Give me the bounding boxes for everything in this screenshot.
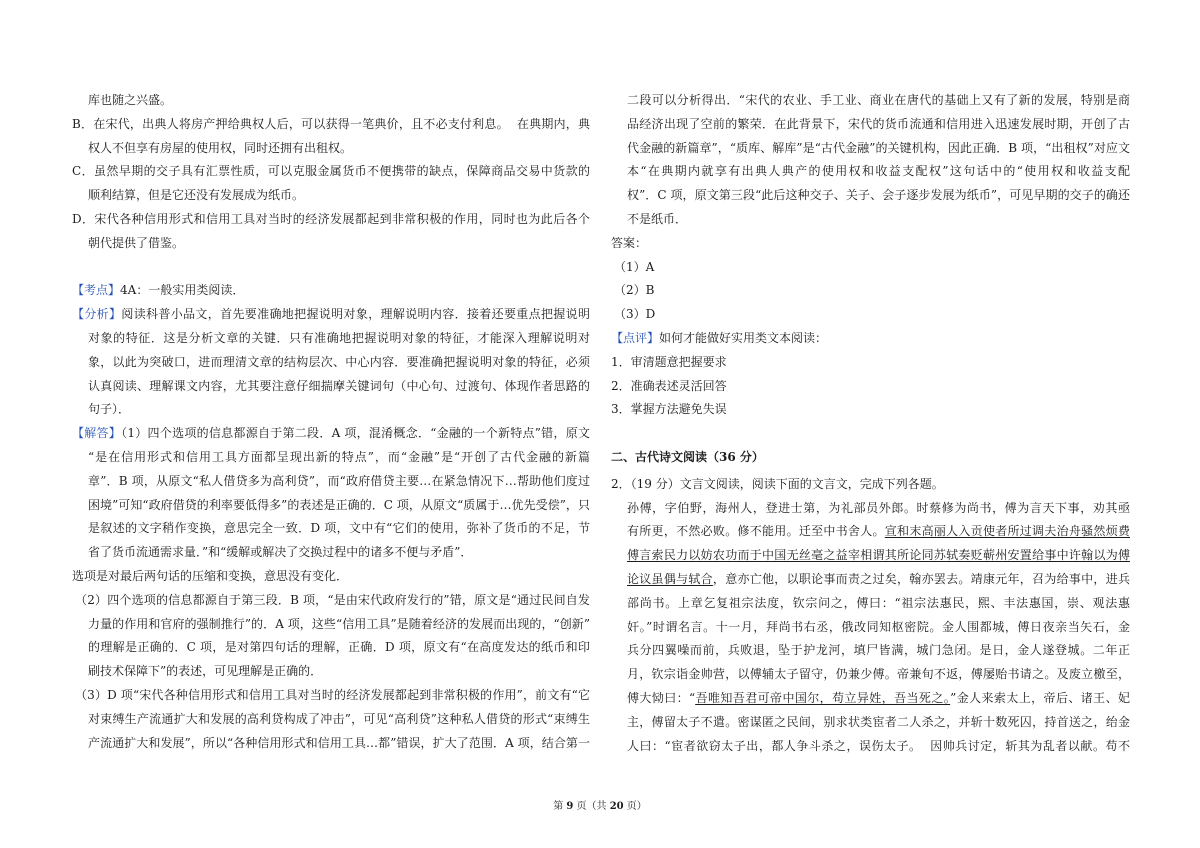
jieda-continued-line: 本“在典期内就享有出典人典产的使用权和收益支配权”这句话中的“使用权和收益支配: [627, 164, 1130, 179]
option-d-line: D．宋代各种信用形式和信用工具对当时的经济发展都起到非常积极的作用，同时也为此后各个: [72, 211, 590, 226]
option-a-tail: 库也随之兴盛。: [88, 93, 173, 107]
fenxi-line: 对象的特征．这是分析文章的关键．只有准确地把握说明对象的特征，才能深入理解说明对: [88, 330, 590, 345]
page-total: 20: [609, 801, 624, 812]
jieda-line: [72, 422, 590, 446]
passage-line: 人曰：“宦者欲窃太子出，都人争斗杀之，误伤太子。 因帅兵讨定，斩其为乱者以献。苟不: [627, 738, 1130, 753]
answer-item: （2）B: [614, 283, 655, 298]
dianping-label: 【点评】: [611, 330, 660, 345]
passage-line: [611, 687, 1130, 711]
passage-line: [611, 544, 1130, 568]
option-b-line: B．在宋代，出典人将房产押给典权人后，可以获得一笔典价，且不必支付利息。 在典期内，典: [72, 116, 590, 131]
blank-line: [611, 422, 1130, 446]
answer-heading: 答案：: [611, 235, 648, 250]
answer-item: （3）D: [614, 307, 656, 322]
fenxi-line: 象，以此为突破口，进而理清文章的结构层次、中心内容．要准确把握说明对象的特征，必须: [88, 354, 590, 369]
fenxi-line: 认真阅读、理解课文内容，尤其要注意仔细揣摩关键词句（中心句、过渡句、体现作者思路的: [88, 378, 590, 393]
fenxi-text: 阅读科普小品文，首先要准确地把握说明对象，理解说明内容．接着还要重点把握说明: [121, 307, 590, 322]
kaodian-text: 4A：一般实用类阅读．: [120, 283, 245, 298]
passage-line: 兵分四翼噪而前，兵败退，坠于护龙河，填尸皆满，城门急闭。是日，金人遂登城。二年正: [627, 643, 1130, 658]
dianping-text: 如何才能做好实用类文本阅读：: [659, 330, 828, 345]
option-c-line: C．虽然早期的交子具有汇票性质，可以克服金属货币不便携带的缺点，保障商品交易中货款的: [72, 164, 590, 179]
jieda-continued-line: 代金融的新篇章”，“质库、解库”是“古代金融”的关键机构，因此正确．B 项，“出租权”对应文: [627, 140, 1130, 155]
jieda-line: 困境”可知“政府借贷的利率要低得多”的表述是正确的．C 项，从原文“质属于…优先受偿”，只: [88, 497, 590, 512]
jieda-part2-line: 力量的作用和官府的强制推行”的．A 项，这些“信用工具”是随着经济的发展而出现的，“创新”: [88, 616, 590, 631]
passage-line: 主，傅留太子不遣。密谋匿之民间，别求状类宦者二人杀之，并斩十数死囚，持首送之，绐金: [627, 714, 1130, 729]
footer-suffix: 页）: [623, 801, 647, 812]
passage-line: 奸。”时谓名言。十一月，拜尚书右丞，俄改同知枢密院。金人围都城，傅日夜亲当矢石，金: [627, 619, 1130, 634]
underlined-sentence: 傅言索民力以妨农功而于中国无丝毫之益宰相谓其所论同苏轼奏贬蕲州安置给事中许翰以为傅: [627, 548, 1130, 563]
page-footer: [0, 800, 1200, 814]
jieda-line: 章”．B 项，从原文“私人借贷多为高利贷”，而“政府借贷主要…在紧急情况下…帮助他们度过: [88, 473, 590, 488]
passage-line: [611, 520, 1130, 544]
jieda-label: 【解答】: [72, 426, 122, 441]
footer-middle: 页（共: [573, 801, 610, 812]
right-column: [611, 89, 1130, 758]
dianping-line: [611, 327, 1130, 351]
jieda-continued-line: 品经济出现了空前的繁荣．在此背景下，宋代的货币流通和信用进入迅速发展时期，开创了古: [627, 116, 1130, 131]
answer-item: （1）A: [614, 259, 655, 274]
jieda-line: 选项是对最后两句话的压缩和变换，意思没有变化．: [72, 568, 349, 583]
passage-text: ，意亦亡他，以职论事而责之过矣，翰亦罢去。靖康元年，召为给事中，进兵: [712, 571, 1130, 586]
fenxi-label: 【分析】: [72, 307, 122, 322]
fenxi-line: [72, 303, 590, 327]
passage-line: [611, 568, 1130, 592]
tip-item: 3．掌握方法避免失误: [611, 402, 727, 417]
underlined-sentence: 宣和末高丽人入贡使者所过调夫治舟骚然烦费: [884, 524, 1130, 539]
jieda-part2-line: 的理解是正确的．C 项，是对第四句话的理解，正确．D 项，原文有“在高度发达的纸币和印: [88, 640, 590, 655]
kaodian-label: 【考点】: [72, 283, 121, 298]
passage-line: 孙傅，字伯野，海州人，登进士第，为礼部员外郎。时蔡修为尚书，傅为言天下事，劝其亟: [627, 500, 1130, 515]
jieda-line: 省了货币流通需求量．”和“缓解或解决了交换过程中的诸多不便与矛盾”．: [88, 545, 473, 560]
jieda-part3-line: （3）D 项“宋代各种信用形式和信用工具对当时的经济发展都起到非常积极的作用”，前文有“它: [75, 687, 590, 702]
jieda-continued-line: 不是纸币．: [627, 211, 688, 226]
passage-line: 月，钦宗诣金帅营，以傅辅太子留守，仍兼少傅。帝兼旬不返，傅屡贻书请之。及废立檄至，: [627, 667, 1130, 682]
passage-text: ”金人来索太上，帝后、诸王、妃: [950, 690, 1130, 705]
fenxi-line: 句子）．: [88, 402, 131, 417]
tip-item: 2．准确表述灵活回答: [611, 378, 727, 393]
section-heading: 二、古代诗文阅读（36 分）: [611, 449, 764, 464]
jieda-line: 是叙述的文字稍作变换，意思完全一致．D 项，文中有“它们的使用，弥补了货币的不足，节: [88, 521, 590, 536]
underlined-sentence: 论议虽偶与轼合: [627, 571, 713, 586]
jieda-part2-line: 刷技术保障下”的表述，可见理解是正确的．: [88, 664, 323, 679]
jieda-continued-line: 二段可以分析得出．“宋代的农业、手工业、商业在唐代的基础上又有了新的发展，特别是商: [627, 93, 1130, 107]
jieda-text: （1）四个选项的信息都源自于第二段．A 项，混淆概念．“金融的一个新特点”错，原文: [121, 426, 590, 441]
jieda-part3-line: 产流通扩大和发展”，所以“各种信用形式和信用工具…都”错误，扩大了范围．A 项，结合第一: [88, 735, 590, 750]
kaodian-line: [72, 279, 590, 303]
option-d-line: 朝代提供了借鉴。: [88, 235, 185, 250]
footer-prefix: 第: [553, 801, 567, 812]
underlined-sentence: 吾唯知吾君可帝中国尔，苟立异姓，吾当死之。: [695, 690, 951, 705]
passage-text: 有所更，不然必败。修不能用。迁至中书舍人。: [627, 524, 885, 539]
page-number: 9: [566, 801, 574, 812]
passage-text: 傅大恸曰：“: [627, 690, 696, 705]
jieda-part2-line: （2）四个选项的信息都源自于第三段．B 项，“是由宋代政府发行的”错，原文是“通过民间自发: [75, 592, 590, 607]
option-b-line: 权人不但享有房屋的使用权，同时还拥有出租权。: [88, 140, 353, 155]
question-prompt: 2．（19 分）文言文阅读，阅读下面的文言文，完成下列各题。: [611, 476, 944, 491]
passage-line: 部尚书。上章乞复祖宗法度，钦宗问之，傅曰：“祖宗法惠民，熙、丰法惠国，崇、观法惠: [627, 595, 1130, 610]
jieda-line: “是在信用形式和信用工具方面都呈现出新的特点”，而“金融”是“开创了古代金融的新篇: [88, 449, 590, 464]
tip-item: 1．审清题意把握要求: [611, 354, 727, 369]
jieda-part3-line: 对束缚生产流通扩大和发展的高利贷构成了冲击”，可见“高利贷”这种私人借贷的形式“束缚生: [88, 711, 590, 726]
left-column: [72, 89, 590, 755]
blank-line: [72, 256, 590, 280]
option-c-line: 顺利结算，但是它还没有发展成为纸币。: [88, 188, 305, 203]
jieda-continued-line: 权”．C 项，原文第三段“此后这种交子、关子、会子逐步发展为纸币”，可见早期的交子的确还: [627, 188, 1130, 203]
